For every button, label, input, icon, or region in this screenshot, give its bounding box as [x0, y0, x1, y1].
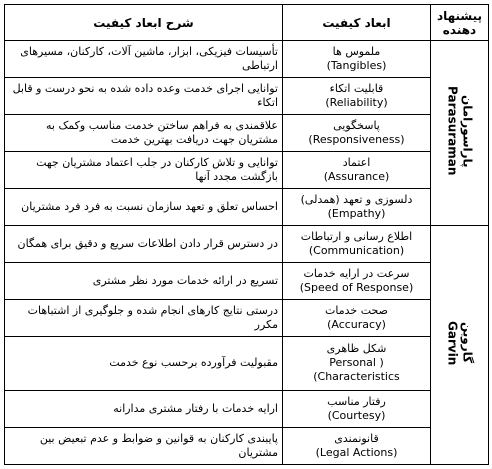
table-row — [5, 337, 489, 391]
dimension-name-fa: قانونمندی — [334, 431, 379, 445]
dimension-name-fa: رفتار مناسب — [327, 394, 386, 408]
description-cell: توانایی اجرای خدمت وعده داده شده به نحو درست و قابل اتکاء — [5, 78, 283, 115]
dimension-name-fa: سرعت در ارایه خدمات — [303, 267, 410, 281]
dimension-cell — [283, 41, 431, 78]
dimension-name-fa: اعتماد — [342, 156, 371, 170]
table-row — [5, 78, 489, 115]
header-row — [5, 5, 489, 41]
dimension-name-en: (Speed of Response) — [299, 281, 414, 295]
dimension-name-fa: قابلیت اتکاء — [329, 82, 384, 96]
table-row — [5, 41, 489, 78]
dimension-name-fa: شکل ظاهری — [326, 342, 387, 356]
proposer-name-en: Parasuraman — [445, 86, 460, 176]
dimension-cell — [283, 263, 431, 300]
dimension-name-en: (Tangibles) — [326, 59, 387, 72]
dimension-name-en: (Reliability) — [325, 96, 388, 110]
table-row — [5, 189, 489, 226]
dimension-name-en: (Courtesy) — [327, 408, 386, 422]
dimension-name-en: (Empathy) — [327, 207, 386, 221]
description-cell: پایبندی کارکنان به قوانین و ضوابط و عدم تبعیض بین مشتریان — [5, 427, 283, 464]
dimension-cell — [283, 427, 431, 464]
description-cell: درستی نتایج کارهای انجام شده و جلوگیری از اشتباهات مکرر — [5, 300, 283, 337]
table-row — [5, 115, 489, 152]
header-description: شرح ابعاد کیفیت — [5, 5, 283, 41]
dimension-cell — [283, 115, 431, 152]
dimension-name-fa: ملموس ها — [332, 45, 381, 58]
proposer-name-fa: پاراسورامان — [460, 94, 475, 168]
dimension-name-fa: دلسوزی و تعهد (همدلی) — [300, 193, 413, 207]
description-cell: احساس تعلق و تعهد سازمان نسبت به فرد فرد مشتریان — [5, 189, 283, 226]
proposer-name-en: Garvin — [445, 320, 460, 366]
header-proposer: پیشنهاد دهنده — [431, 5, 489, 41]
dimension-name-en: (Communication) — [308, 244, 405, 258]
table-row — [5, 263, 489, 300]
dimension-name-en: (Responsiveness) — [308, 133, 405, 147]
table-row — [5, 226, 489, 263]
header-dimension: ابعاد کیفیت — [283, 5, 431, 41]
table-row — [5, 427, 489, 464]
proposer-cell-parasuraman — [431, 41, 489, 226]
dimension-cell — [283, 226, 431, 263]
description-cell: تسریع در ارائه خدمات مورد نظر مشتری — [5, 263, 283, 300]
dimension-cell — [283, 78, 431, 115]
dimension-cell — [283, 189, 431, 226]
dimension-cell — [283, 390, 431, 427]
dimension-cell — [283, 337, 431, 391]
dimension-name-en: (Legal Actions) — [315, 445, 398, 459]
description-cell: تأسیسات فیزیکی، ابزار، ماشین آلات، کارکنان، مسیرهای ارتباطی — [5, 41, 283, 78]
table-row — [5, 152, 489, 189]
description-cell: مقبولیت فرآورده برحسب نوع خدمت — [5, 337, 283, 391]
dimension-name-en: (Accuracy) — [327, 318, 386, 332]
table-row — [5, 300, 489, 337]
dimension-cell — [283, 300, 431, 337]
dimension-name-fa: اطلاع رسانی و ارتباطات — [300, 230, 413, 244]
dimension-name-fa: صحت خدمات — [325, 304, 388, 318]
dimension-name-en: ( Personal Characteristics) — [313, 356, 400, 384]
dimension-cell — [283, 152, 431, 189]
dimension-name-fa: پاسخگویی — [333, 119, 380, 133]
proposer-cell-garvin — [431, 226, 489, 465]
proposer-name-fa: گاروین — [460, 322, 475, 364]
description-cell: ارایه خدمات با رفتار مشتری مدارانه — [5, 390, 283, 427]
description-cell: علاقمندی به فراهم ساختن خدمت مناسب وکمک به مشتریان جهت دریافت بهترین خدمت — [5, 115, 283, 152]
table-row — [5, 390, 489, 427]
description-cell: در دسترس قرار دادن اطلاعات سریع و دقیق برای همگان — [5, 226, 283, 263]
dimension-name-en: (Assurance) — [323, 170, 390, 184]
description-cell: توانایی و تلاش کارکنان در جلب اعتماد مشتریان جهت بازگشت مجدد آنها — [5, 152, 283, 189]
quality-dimensions-table — [4, 4, 489, 465]
